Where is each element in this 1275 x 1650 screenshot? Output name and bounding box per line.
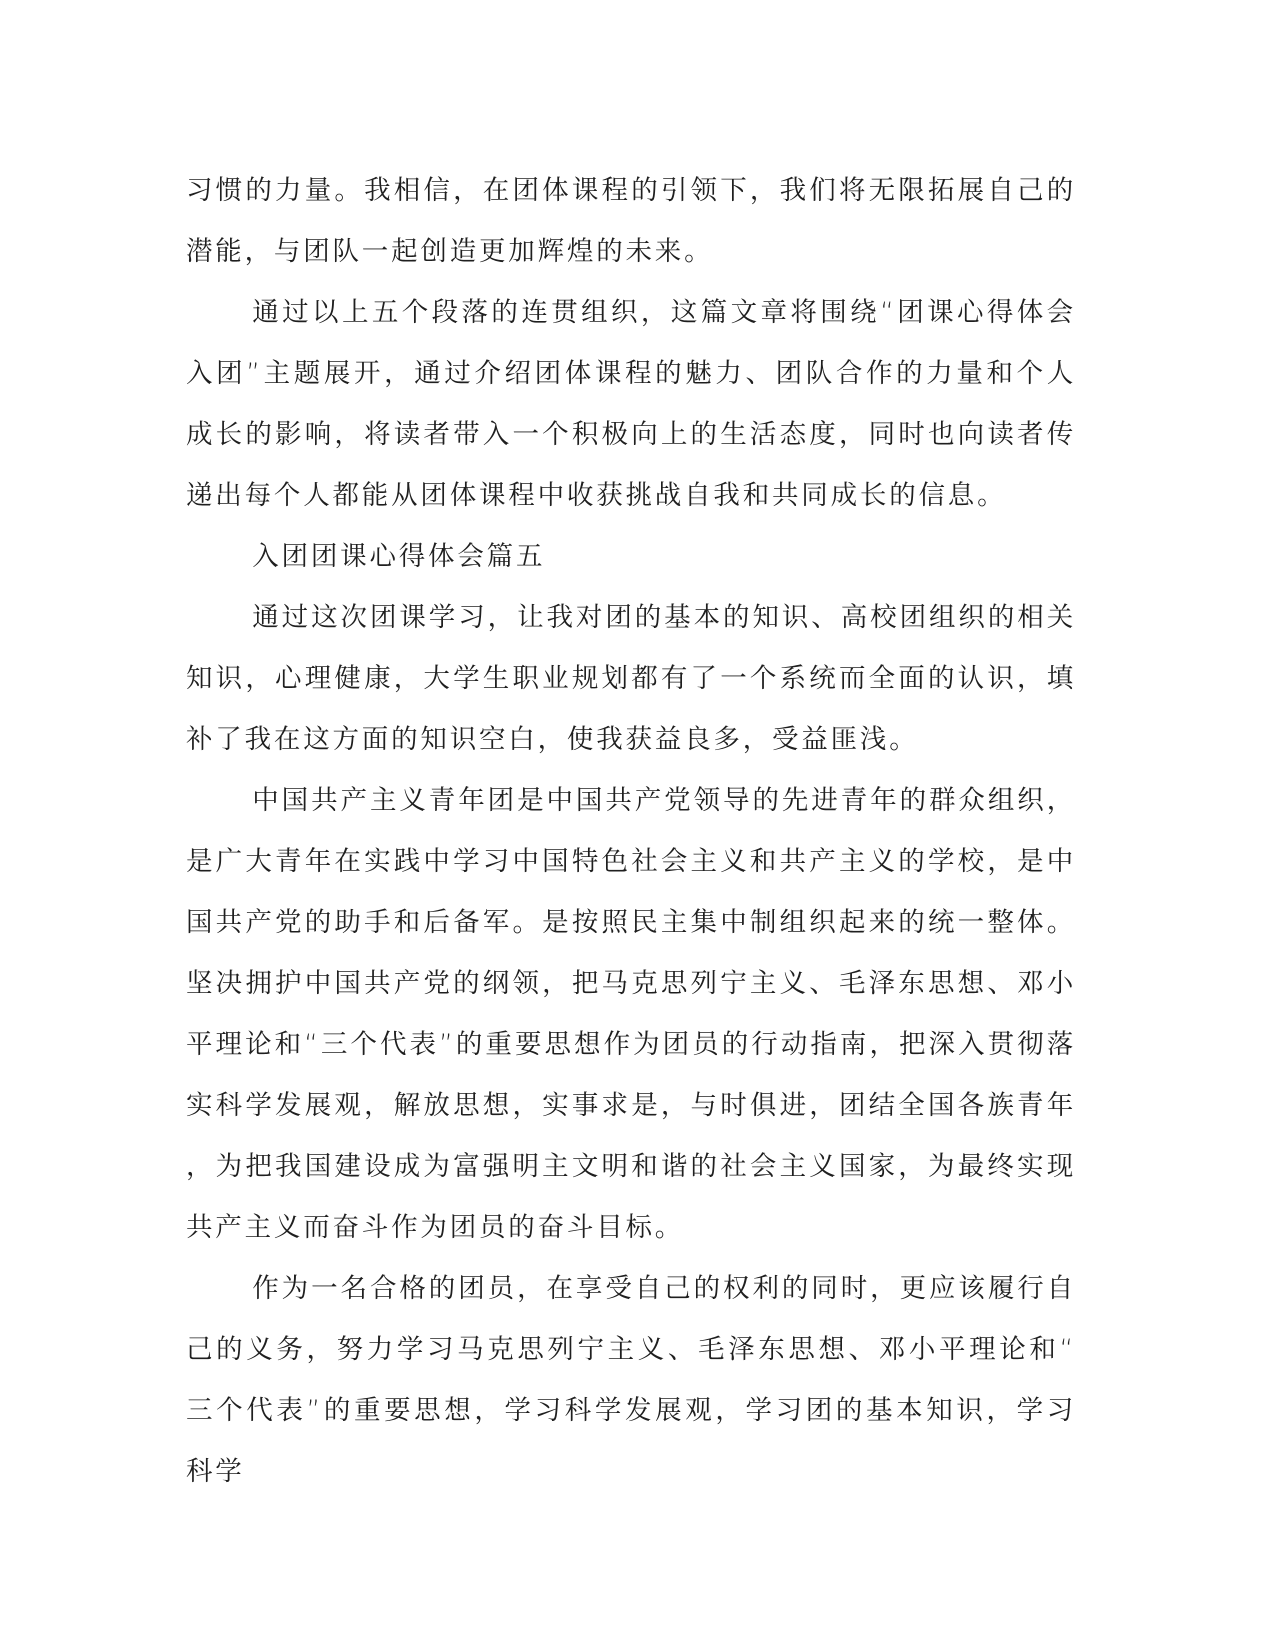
section-heading: 入团团课心得体会篇五 xyxy=(252,541,546,572)
paragraph-2: 通过以上五个段落的连贯组织，这篇文章将围绕“团课心得体会入团”主题展开，通过介绍团体课程的魅力、团队合作的力量和个人成长的影响，将读者带入一个积极向上的生活态度，同时也向读者传递出每个人都能从团体课程中收获挑战自我和共同成长的信息。 xyxy=(186,297,1076,511)
paragraph-5: 作为一名合格的团员，在享受自己的权利的同时，更应该履行自己的义务，努力学习马克思列宁主义、毛泽东思想、邓小平理论和“三个代表”的重要思想，学习科学发展观，学习团的基本知识，学习科学 xyxy=(186,1273,1076,1487)
paragraph-1: 习惯的力量。我相信，在团体课程的引领下，我们将无限拓展自己的潜能，与团队一起创造更加辉煌的未来。 xyxy=(186,175,1076,267)
paragraph-3: 通过这次团课学习，让我对团的基本的知识、高校团组织的相关知识，心理健康，大学生职业规划都有了一个系统而全面的认识，填补了我在这方面的知识空白，使我获益良多，受益匪浅。 xyxy=(186,602,1076,755)
document-body xyxy=(186,160,1076,1502)
paragraph-4: 中国共产主义青年团是中国共产党领导的先进青年的群众组织，是广大青年在实践中学习中国特色社会主义和共产主义的学校，是中国共产党的助手和后备军。是按照民主集中制组织起来的统一整体。坚决拥护中国共产党的纲领，把马克思列宁主义、毛泽东思想、邓小平理论和“三个代表”的重要思想作为团员的行动指南，把深入贯彻落实科学发展观，解放思想，实事求是，与时俱进，团结全国各族青年，为把我国建设成为富强明主文明和谐的社会主义国家，为最终实现共产主义而奋斗作为团员的奋斗目标。 xyxy=(186,785,1076,1243)
